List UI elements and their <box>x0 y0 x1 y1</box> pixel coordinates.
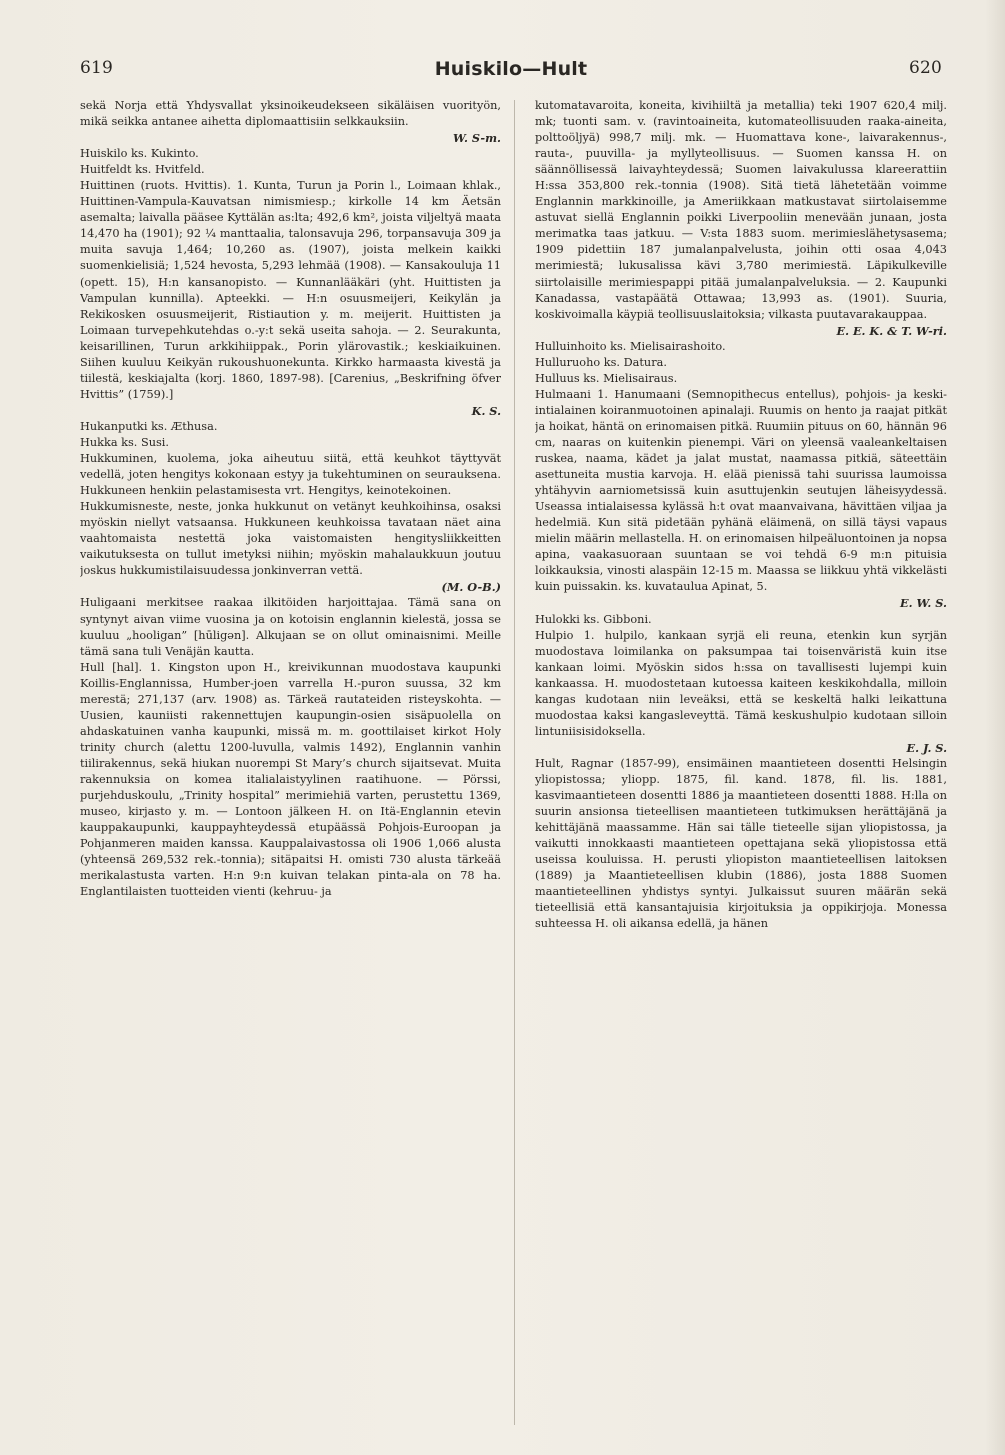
left-column <box>80 98 501 1438</box>
right-column <box>535 98 947 1438</box>
page-number-right: 620 <box>908 58 942 78</box>
entry: Hult, Ragnar (1857-99), ensimäinen maantieteen dosentti Helsingin yliopistossa; yliopp. 1875, fil. kand. 1878, fil. lis. 1881, kasvimaantieteen dosentti 1886 ja maantieteen dosentti 1888. H:lla on suurin ansionsa tieteellisen maantieteen tutkimuksen herättäjänä ja kehittäjänä maassamme. Hän sai tälle tieteelle sijan yliopistossa, ja vaikutti innokkaasti maantieteen opettajana sekä yliopistossa että useissa kouluissa. H. perusti yliopiston maantieteellisen laitoksen (1889) ja Maantieteellisen klubin (1886), josta 1888 Suomen maantieteellinen yhdistys syntyi. Julkaissut suuren määrän sekä tieteellisiä että kansantajuisia kirjoituksia ja oppikirjoja. Monessa suhteessa H. oli aikansa edellä, ja hänen <box>535 756 947 931</box>
column-divider <box>514 100 515 1425</box>
entry: Hulluus ks. Mielisairaus. <box>535 371 678 385</box>
entry: Hulluinhoito ks. Mielisairashoito. <box>535 339 726 353</box>
entry: Hulokki ks. Gibboni. <box>535 612 652 626</box>
paragraph: sekä Norja että Yhdysvallat yksinoikeudekseen sikäläisen vuorityön, mikä seikka antanee aihetta diplomaattisiin selkkauksiin. <box>80 99 501 129</box>
signature: W. S-m. <box>453 131 501 146</box>
entry: Huiskilo ks. Kukinto. <box>80 147 199 161</box>
entry: Hulmaani 1. Hanumaani (Semnopithecus entellus), pohjois- ja keski-intialainen koiranmuotoinen apinalaji. Ruumis on hento ja raajat pitkät ja hoikat, häntä on erinomaisen pitkä. Ruumiin pituus on 60, hännän 96 cm, naaras on kuitenkin pienempi. Väri on yleensä vaaleankeltaisen ruskea, naama, kädet ja jalat mustat, naamassa pitkiä, säteettäin asettuneita mustia karvoja. H. elää pienissä tahi suurissa laumoissa yhtähyvin aarniometsissä kuin asuttujenkin seutujen läheisyydessä. Useassa intialaisessa kylässä h:t ovat maanvaivana, hävittäen viljaa ja hedelmiä. Kun sitä pidetään pyhänä eläimenä, on sillä täysi vapaus mielin määrin mellastella. H. on erinomaisen hilpeäluontoinen ja nopsa apina, vaakasuoraan suuntaan se voi tehdä 6-9 m:n pituisia loikkauksia, vinosti alaspäin 12-15 m. Maassa se liikkuu yhtä vikkelästi kuin puissakin. ks. kuvataulua Apinat, 5. <box>535 387 947 594</box>
signature: E. E. K. & T. W-ri. <box>836 323 947 338</box>
entry: Hulpio 1. hulpilo, kankaan syrjä eli reuna, etenkin kun syrjän muodostava loimilanka on paksumpaa tai toisenväristä kuin itse kankaan loimi. Myöskin sidos h:ssa on tavallisesti lujempi kuin kankaassa. H. muodostetaan kutoessa kaiteen keskikohdalla, milloin kangas kudotaan niin leveäksi, että se keskeltä halki leikattuna muodostaa kaksi kangasleveyttä. Tämä keskushulpio kudotaan silloin lintuniisisidoksella. <box>535 628 947 738</box>
entry: Hull [hal]. 1. Kingston upon H., kreivikunnan muodostava kaupunki Koillis-Englannissa, Humber-joen varrella H.-puron suussa, 32 km merestä; 271,137 (arv. 1908) as. Tärkeä rautateiden risteyskohta. — Uusien, kauniisti rakennettujen kaupungin-osien sisäpuolella on ahdaskatuinen vanha kaupunki, missä m. m. goottilaiset kirkot Holy trinity church (alettu 1200-luvulla, valmis 1492), Englannin vanhin tiilirakennus, sekä hiukan nuorempi St Mary’s church sijaitsevat. Muita rakennuksia on komea italialaistyylinen raatihuone. — Pörssi, purjehduskoulu, „Trinity hospital” merimiehiä varten, perustettu 1369, museo, kirjasto y. m. — Lontoon jälkeen H. on Itä-Englannin etevin kauppakaupunki, kauppayhteydessä etupäässä Pohjois-Euroopan ja Pohjanmeren maiden kanssa. Kauppalaivastossa oli 1906 1,066 alusta (yhteensä 269,532 rek.-tonnia); sitäpaitsi H. omisti 730 alusta tärkeää merikalastusta varten. H:n 9:n kuivan telakan pinta-ala on 78 ha. Englantilaisten tuotteiden vienti (kehruu- ja <box>80 660 501 899</box>
page-edge-shadow <box>985 0 1005 1455</box>
page-title: Huiskilo—Hult <box>434 58 588 80</box>
entry: Huligaani merkitsee raakaa ilkitöiden harjoittajaa. Tämä sana on syntynyt aivan viime vuosina ja on kotoisin englannin kielestä, jossa se kuuluu „hooligan” [hūligən]. Alkujaan se on ollut ominaisnimi. Meille tämä sana tuli Venäjän kautta. <box>80 596 501 658</box>
entry: Huitfeldt ks. Hvitfeld. <box>80 163 205 177</box>
entry: Hulluruoho ks. Datura. <box>535 355 667 369</box>
entry: Hukka ks. Susi. <box>80 435 169 449</box>
entry: Hukkumisneste, neste, jonka hukkunut on vetänyt keuhkoihinsa, osaksi myöskin niellyt vatsaansa. Hukkuneen keuhkoissa tavataan näet aina vaahtomaista nestettä joka vaistomaisten hengitysliikkeitten vaikutuksesta on tullut imetyksi niihin; myöskin mahalaukkuun joutuu joskus hukkumistilaisuudessa jonkinverran vettä. <box>80 500 501 578</box>
paragraph: kutomatavaroita, koneita, kivihiiltä ja metallia) teki 1907 620,4 milj. mk; tuonti sam. v. (ravintoaineita, kutomateollisuuden raaka-aineita, polttoöljyä) 998,7 milj. mk. — Huomattava kone-, laivarakennus-, rauta-, puuvilla- ja myllyteollisuus. — Suomen kanssa H. on säännöllisessä laivayhteydessä; Suomen laivakulussa klareerattiin H:ssa 353,800 rek.-tonnia (1908). Sitä tietä lähetetään voimme Englannin markkinoille, ja Ameriikkaan matkustavat siirtolaisemme astuvat siellä Englannin poikki Liverpooliin menevään junaan, josta merimatka taas jatkuu. — V:sta 1883 suom. merimieslähetysasema; 1909 pidettiin 187 jumalanpalvelusta, joihin otti osaa 4,043 merimiestä; lukusalissa kävi 3,780 merimiestä. Läpikulkeville siirtolaisille merimiespappi pitää jumalanpalveluksia. — 2. Kaupunki Kanadassa, vastapäätä Ottawaa; 13,993 as. (1901). Suuria, koskivoimalla käypiä teollisuuslaitoksia; vilkasta puutavarakauppaa. <box>535 99 947 321</box>
page-header <box>80 58 942 88</box>
page-number-left: 619 <box>80 58 114 78</box>
signature: E. J. S. <box>906 740 947 755</box>
entry: Hukkuminen, kuolema, joka aiheutuu siitä, että keuhkot täyttyvät vedellä, joten hengitys kokonaan estyy ja tukehtuminen on seurauksena. Hukkuneen henkiin pelastamisesta vrt. Hengitys, keinotekoinen. <box>80 452 501 498</box>
entry: Huittinen (ruots. Hvittis). 1. Kunta, Turun ja Porin l., Loimaan khlak., Huittinen-Vampula-Kauvatsan nimismiesp.; kirkolle 14 km Äetsän asemalta; laivalla pääsee Kyttälän as:lta; 492,6 km², joista viljeltyä maata 14,470 ha (1901); 92 ¼ manttaalia, talonsavuja 296, torpansavuja 309 ja muita savuja 1,464; 10,260 as. (1907), joista melkein kaikki suomenkielisiä; 1,524 hevosta, 5,293 lehmää (1908). — Kansakouluja 11 (opett. 15), H:n kansanopisto. — Kunnanlääkäri (yht. Huittisten ja Vampulan kunnilla). Apteekki. — H:n osuusmeijeri, Keikylän ja Rekikosken osuusmeijerit, Ristiaution y. m. meijerit. Huittisten ja Loimaan turvepehkutehdas o.-y:t sekä useita sahoja. — 2. Seurakunta, keisarillinen, Turun arkkihiippak., Porin ylärovastik.; keskiaikuinen. Siihen kuuluu Keikyän rukoushuonekunta. Kirkko harmaasta kivestä ja tiilestä, keskiajalta (korj. 1860, 1897-98). [Carenius, „Beskrifning öfver Hvittis” (1759).] <box>80 179 501 401</box>
entry: Hukanputki ks. Æthusa. <box>80 419 218 433</box>
signature: (M. O-B.) <box>441 580 501 595</box>
signature: E. W. S. <box>900 596 947 611</box>
signature: K. S. <box>471 403 501 418</box>
